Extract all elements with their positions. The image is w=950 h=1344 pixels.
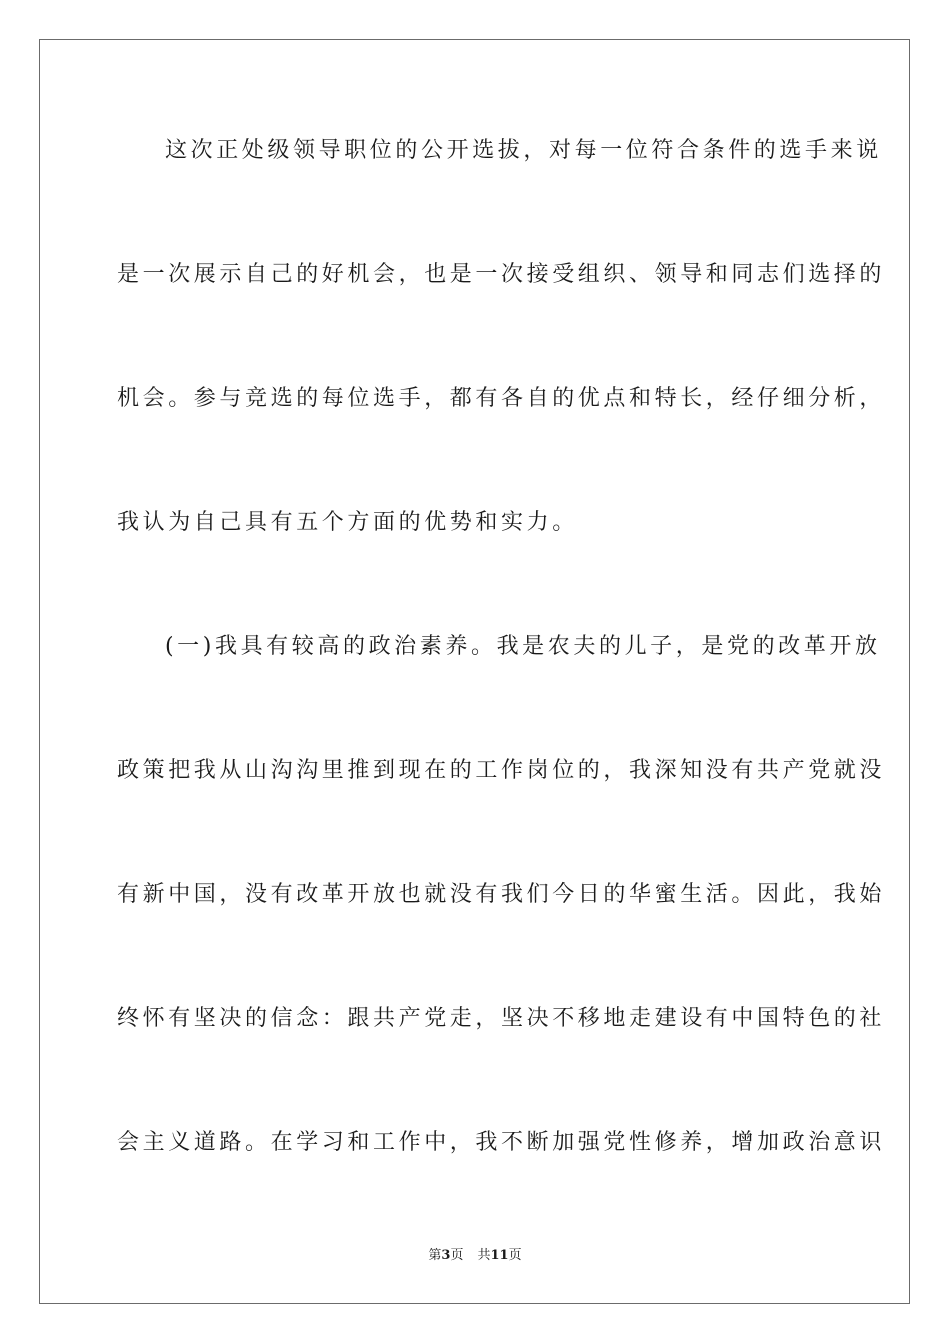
page-suffix: 页 <box>450 1248 464 1263</box>
total-pages: 11 <box>490 1248 509 1263</box>
page-prefix: 第 <box>428 1248 442 1263</box>
text-line: 有新中国，没有改革开放也就没有我们今日的华蜜生活。因此，我始 <box>117 882 886 907</box>
page-number: 3 <box>441 1248 451 1263</box>
text-line: 终怀有坚决的信念：跟共产党走，坚决不移地走建设有中国特色的社 <box>117 1006 886 1031</box>
text-line: 是一次展示自己的好机会，也是一次接受组织、领导和同志们选择的 <box>117 262 886 287</box>
text-line: 这次正处级领导职位的公开选拔，对每一位符合条件的选手来说 <box>165 138 882 163</box>
text-line: (一)我具有较高的政治素养。我是农夫的儿子，是党的改革开放 <box>165 634 881 659</box>
page-border <box>39 39 910 1304</box>
total-prefix: 共 <box>477 1248 491 1263</box>
text-line: 会主义道路。在学习和工作中，我不断加强党性修养，增加政治意识 <box>117 1130 886 1155</box>
page-footer <box>0 1247 950 1265</box>
total-suffix: 页 <box>508 1248 522 1263</box>
text-line: 政策把我从山沟沟里推到现在的工作岗位的，我深知没有共产党就没 <box>117 758 886 783</box>
text-line: 机会。参与竞选的每位选手，都有各自的优点和特长，经仔细分析， <box>117 386 886 411</box>
text-line: 我认为自己具有五个方面的优势和实力。 <box>117 510 578 535</box>
